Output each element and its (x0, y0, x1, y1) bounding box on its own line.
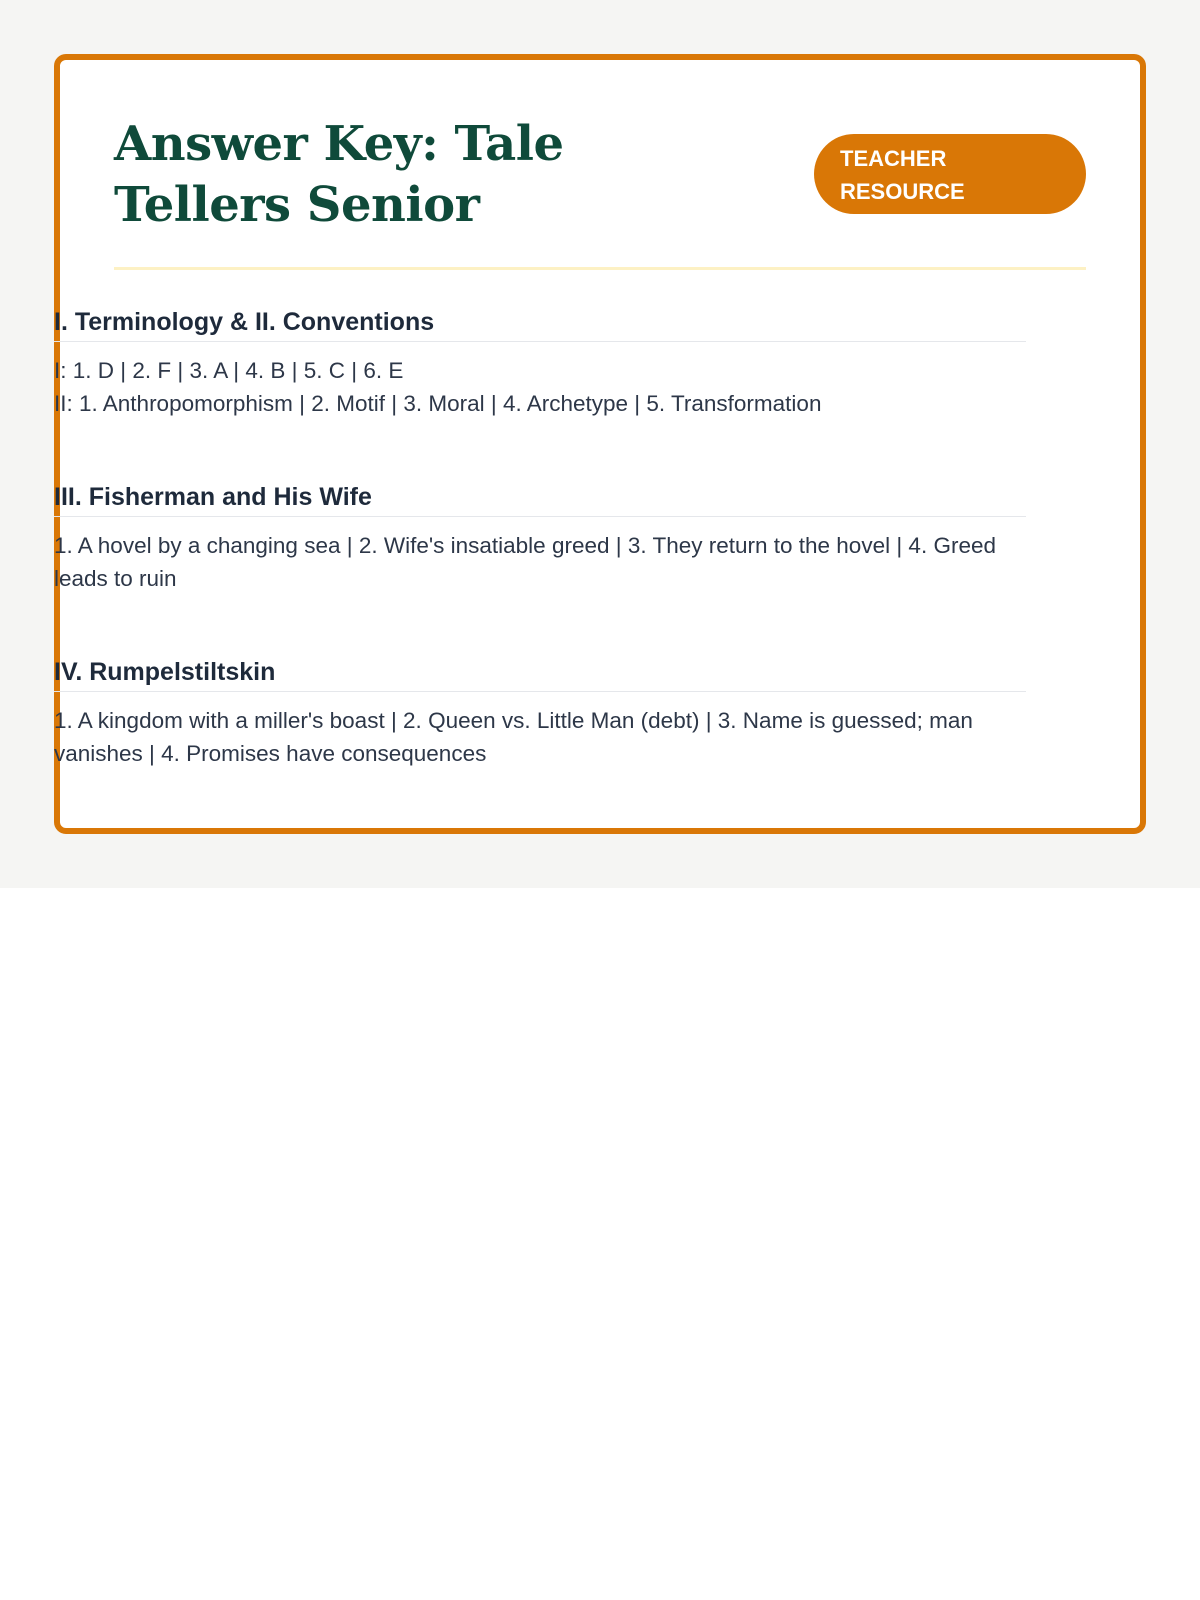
section-body (54, 354, 1026, 420)
section-body (54, 704, 1026, 770)
teacher-resource-badge: TEACHER RESOURCE (814, 134, 1086, 214)
answer-line-terminology: I: 1. D | 2. F | 3. A | 4. B | 5. C | 6. E (54, 358, 404, 383)
section-fisherman-wife (54, 480, 1026, 595)
section-heading: IV. Rumpelstiltskin (54, 655, 1026, 692)
card-header (114, 60, 1086, 270)
section-heading: III. Fisherman and His Wife (54, 480, 1026, 517)
page-title: Answer Key: Tale Tellers Senior (114, 116, 564, 233)
section-rumpelstiltskin (54, 655, 1026, 770)
answer-line-rumpelstiltskin: 1. A kingdom with a miller's boast | 2. Queen vs. Little Man (debt) | 3. Name is guessed; man vanishes | 4. Promises have consequences (54, 708, 973, 766)
section-terminology-conventions (54, 305, 1026, 420)
answer-line-conventions: II: 1. Anthropomorphism | 2. Motif | 3. Moral | 4. Archetype | 5. Transformation (54, 391, 822, 416)
section-body (54, 529, 1026, 595)
section-heading: I. Terminology & II. Conventions (54, 305, 1026, 342)
answer-line-fisherman: 1. A hovel by a changing sea | 2. Wife's insatiable greed | 3. They return to the hovel | 4. Greed leads to ruin (54, 533, 996, 591)
